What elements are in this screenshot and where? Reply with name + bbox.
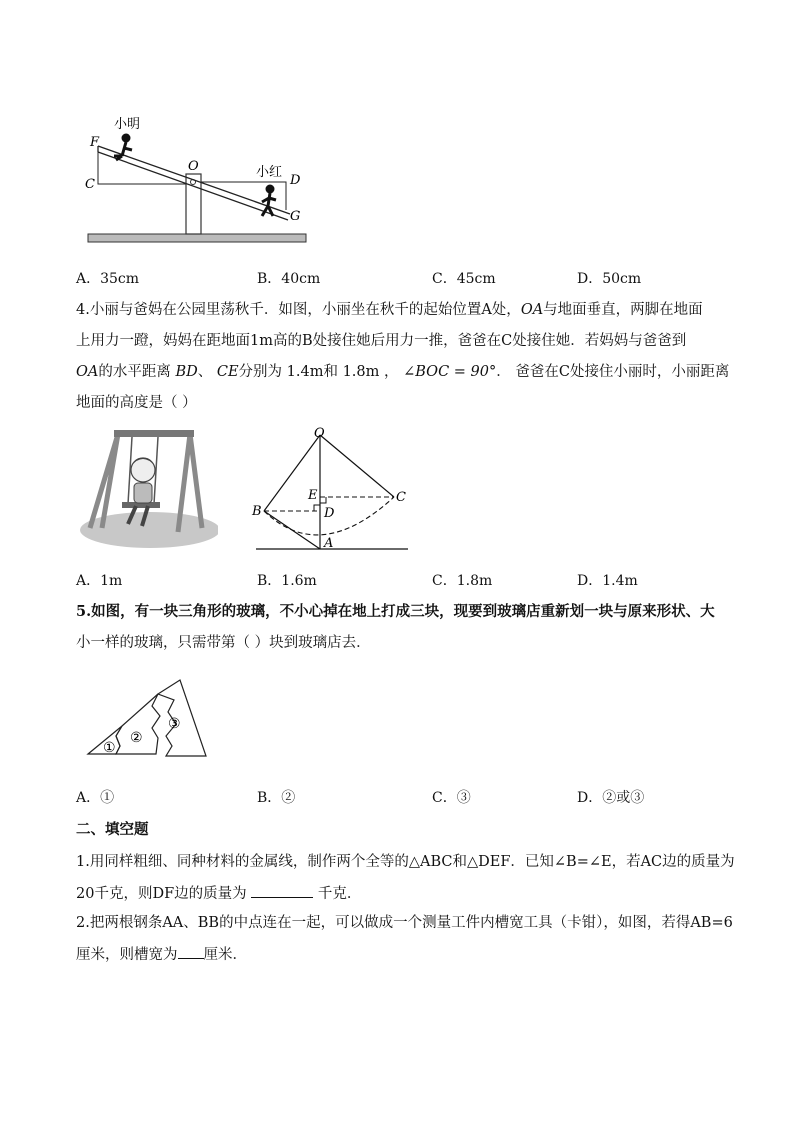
- q4-line-3: OA的水平距离 BD、 CE分别为 1.4m和 1.8m ， ∠BOC = 90°． 爸爸在C处接住小丽时，小丽距离: [76, 364, 730, 380]
- q4-option-b[interactable]: B．1.6m: [257, 573, 317, 589]
- q5-option-d[interactable]: D．②或③: [577, 790, 645, 806]
- point-a: A: [324, 536, 334, 551]
- point-c: C: [396, 490, 406, 505]
- q5-line-1: 5.如图，有一块三角形的玻璃，不小心掉在地上打成三块，现要到玻璃店重新划一块与原来形状、大: [76, 603, 715, 620]
- swing-bar: [114, 430, 194, 437]
- q4-line-1: 4.小丽与爸妈在公园里荡秋千．如图，小丽坐在秋千的起始位置A处，OA与地面垂直，两脚在地面: [76, 302, 703, 318]
- piece-3: [158, 680, 206, 756]
- q5-line-2: 小一样的玻璃，只需带第（ ）块到玻璃店去．: [76, 635, 371, 651]
- piece-label-2: ②: [130, 730, 143, 746]
- q3-option-c[interactable]: C．45cm: [432, 271, 496, 287]
- q3-option-d[interactable]: D．50cm: [577, 271, 642, 287]
- q4-line-4: 地面的高度是（ ）: [76, 395, 197, 411]
- f2-line-2: 厘米，则槽宽为 厘米．: [76, 944, 247, 965]
- q3-option-b[interactable]: B．40cm: [257, 271, 321, 287]
- point-g: G: [290, 209, 301, 224]
- piece-label-1: ①: [103, 740, 116, 756]
- q3-option-a[interactable]: A．35cm: [76, 271, 140, 287]
- f1-line-2: 20千克，则DF边的质量为 千克．: [76, 883, 361, 904]
- xiaohong-figure-icon: [262, 185, 276, 217]
- q5-option-b[interactable]: B．②: [257, 790, 296, 806]
- seesaw-post: [186, 174, 201, 234]
- point-o: O: [188, 159, 199, 174]
- q5-option-a[interactable]: A．①: [76, 790, 115, 806]
- q4-option-d[interactable]: D．1.4m: [577, 573, 638, 589]
- ground-bar: [88, 234, 306, 242]
- q4-option-a[interactable]: A．1m: [76, 573, 123, 589]
- point-d: D: [290, 173, 301, 188]
- piece-label-3: ③: [168, 716, 181, 732]
- f2-line-1: 2.把两根钢条AA、BB的中点连在一起，可以做成一个测量工件内槽宽工具（卡钳），如图，若得AB=6: [76, 915, 733, 931]
- label-xiaoming: 小明: [114, 117, 141, 132]
- point-f: F: [90, 135, 100, 150]
- line-oc: [320, 435, 394, 497]
- xiaoming-figure-icon: [114, 134, 132, 161]
- section-title: 二、填空题: [76, 822, 149, 838]
- point-d: D: [324, 506, 335, 521]
- shadow-ellipse: [80, 512, 218, 548]
- label-xiaohong: 小红: [256, 165, 283, 180]
- answer-blank-1[interactable]: [251, 883, 313, 898]
- point-b: B: [252, 504, 262, 519]
- seesaw-figure: [80, 112, 320, 247]
- q5-option-c[interactable]: C．③: [432, 790, 471, 806]
- q4-option-c[interactable]: C．1.8m: [432, 573, 493, 589]
- point-o: O: [314, 426, 325, 441]
- q4-line-2: 上用力一蹬，妈妈在距地面1m高的B处接住她后用力一推，爸爸在C处接住她．若妈妈与爸爸到: [76, 333, 687, 349]
- broken-glass-figure: [86, 676, 216, 760]
- answer-blank-2[interactable]: [178, 944, 204, 959]
- point-c: C: [85, 177, 95, 192]
- f1-line-1: 1.用同样粗细、同种材料的金属线，制作两个全等的△ABC和△DEF．已知∠B=∠E，若AC边的质量为: [76, 854, 735, 870]
- swing-picture: [78, 428, 218, 550]
- q4-geometry-figure: [248, 425, 418, 555]
- point-e: E: [308, 488, 318, 503]
